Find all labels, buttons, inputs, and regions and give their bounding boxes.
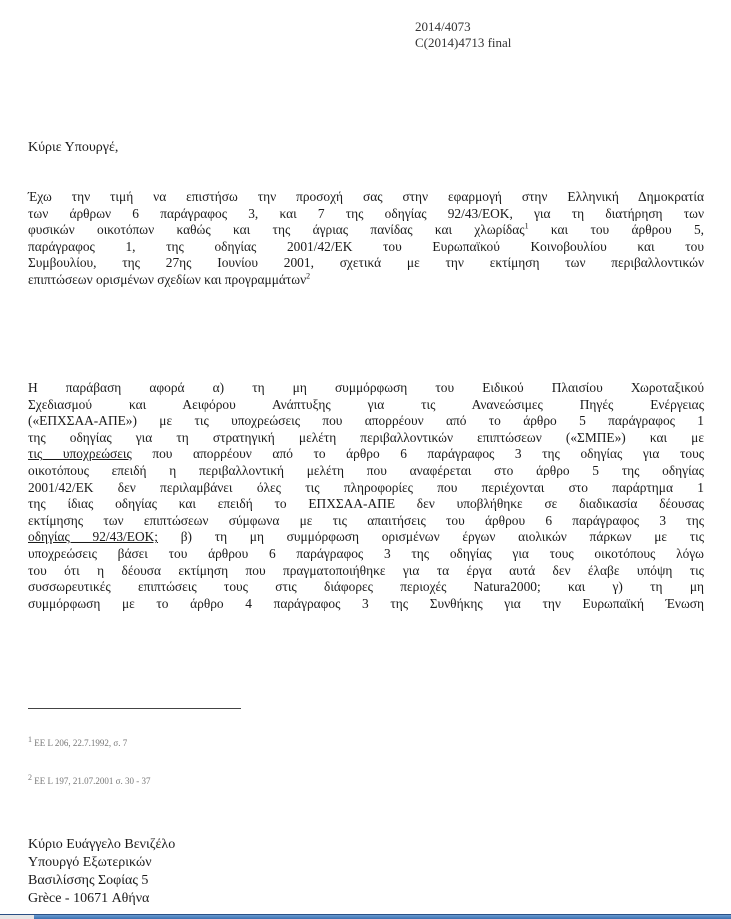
text-line: 2001/42/ΕΚ δεν περιλαμβάνει όλες τις πληροφορίες που περιέχονται στο παράρτημα 1 xyxy=(28,479,704,495)
recipient-street: Βασιλίσσης Σοφίας 5 xyxy=(28,873,149,888)
paragraph-intro xyxy=(28,189,704,289)
underlined-text: τις υποχρεώσεις xyxy=(28,446,132,462)
footnote-mark: 2 xyxy=(306,271,311,281)
underlined-text: οδηγίας 92/43/ΕΟΚ; xyxy=(28,529,159,545)
footnote-1 xyxy=(28,735,128,748)
text-line: της οδηγίας για τη στρατηγική μελέτη περιβαλλοντικών επιπτώσεων («ΣΜΠΕ») και με xyxy=(28,429,704,445)
text-line: Η παράβαση αφορά α) τη μη συμμόρφωση του Ειδικού Πλαισίου Χωροταξικού xyxy=(28,380,704,395)
paragraph-infringement xyxy=(28,380,704,612)
footnote-text: ΕΕ L 206, 22.7.1992, σ. 7 xyxy=(34,738,128,748)
footnote-mark: 2 xyxy=(28,773,32,782)
text-fragment: επιπτώσεων ορισμένων σχεδίων και προγραμμάτων xyxy=(28,271,307,287)
text-line: συμμόρφωση με το άρθρο 4 παράγραφος 3 της Συνθήκης για την Ευρωπαϊκή Ένωση xyxy=(28,595,704,611)
document-code: C(2014)4713 final xyxy=(415,35,512,50)
text-line: Συμβουλίου, της 27ης Ιουνίου 2001, σχετικά με την εκτίμηση των περιβαλλοντικών xyxy=(28,255,704,271)
footnote-2 xyxy=(28,773,151,786)
text-line: Σχεδιασμού και Αειφόρου Ανάπτυξης για τις Ανανεώσιμες Πηγές Ενέργειας xyxy=(28,396,704,412)
salutation: Κύριε Υπουργέ, xyxy=(28,140,119,155)
text-line: («ΕΠΧΣΑΑ-ΑΠΕ») με τις υποχρεώσεις που απορρέουν από το άρθρο 5 παράγραφος 1 xyxy=(28,413,704,429)
text-line: του ότι η δέουσα εκτίμηση που πραγματοποιήθηκε για τα έργα αυτά δεν έλαβε υπόψη τις xyxy=(28,562,704,578)
text-fragment: και του άρθρου 5, xyxy=(528,222,705,238)
taskbar[interactable] xyxy=(0,914,731,919)
text-line xyxy=(28,222,704,239)
text-fragment: φυσικών οικοτόπων καθώς και της άγριας πανίδας και χλωρίδας xyxy=(28,222,525,238)
footnote-text: ΕΕ L 197, 21.07.2001 σ. 30 - 37 xyxy=(34,776,151,786)
recipient-title: Υπουργό Εξωτερικών xyxy=(28,855,152,870)
recipient-city: Grèce - 10671 Αθήνα xyxy=(28,891,150,906)
text-line xyxy=(28,272,704,289)
text-line: υποχρεώσεις βάσει του άρθρου 6 παράγραφος 3 της οδηγίας για τους οικοτόπους λόγω xyxy=(28,545,704,561)
text-line: Έχω την τιμή να επιστήσω την προσοχή σας στην εφαρμογή στην Ελληνική Δημοκρατία xyxy=(28,189,704,204)
footnote-mark: 1 xyxy=(28,735,32,744)
text-line: εκτίμησης των επιπτώσεων σύμφωνα με τις απαιτήσεις του άρθρου 6 παράγραφος 3 της xyxy=(28,512,704,528)
recipient-address xyxy=(28,836,175,908)
start-button[interactable] xyxy=(0,915,34,919)
text-line: τις υποχρεώσεις που απορρέουν από το άρθρο 6 παράγραφος 3 της οδηγίας για τους xyxy=(28,446,704,462)
text-line: της ίδιας οδηγίας και επειδή το ΕΠΧΣΑΑ-ΑΠΕ δεν υποβλήθηκε σε διαδικασία δέουσας xyxy=(28,496,704,512)
text-line: των άρθρων 6 παράγραφος 3, και 7 της οδηγίας 92/43/ΕΟΚ, για τη διατήρηση των xyxy=(28,205,704,221)
document-reference xyxy=(415,19,511,51)
text-line: οικοτόπους επειδή η περιβαλλοντική μελέτη που αναφέρεται στο άρθρο 5 της οδηγίας xyxy=(28,462,704,478)
ref-number: 2014/4073 xyxy=(415,19,471,34)
footnote-divider xyxy=(28,708,241,709)
footnote-mark: 1 xyxy=(524,221,529,231)
text-line: συσσωρευτικές επιπτώσεις τους στις διάφορες περιοχές Natura2000; και γ) τη μη xyxy=(28,579,704,595)
text-line: παράγραφος 1, της οδηγίας 2001/42/ΕΚ του Ευρωπαϊκού Κοινοβουλίου και του xyxy=(28,238,704,254)
recipient-name: Κύριο Ευάγγελο Βενιζέλο xyxy=(28,837,176,852)
text-line: οδηγίας 92/43/ΕΟΚ; β) τη μη συμμόρφωση ορισμένων έργων αιολικών πάρκων με τις xyxy=(28,529,705,545)
